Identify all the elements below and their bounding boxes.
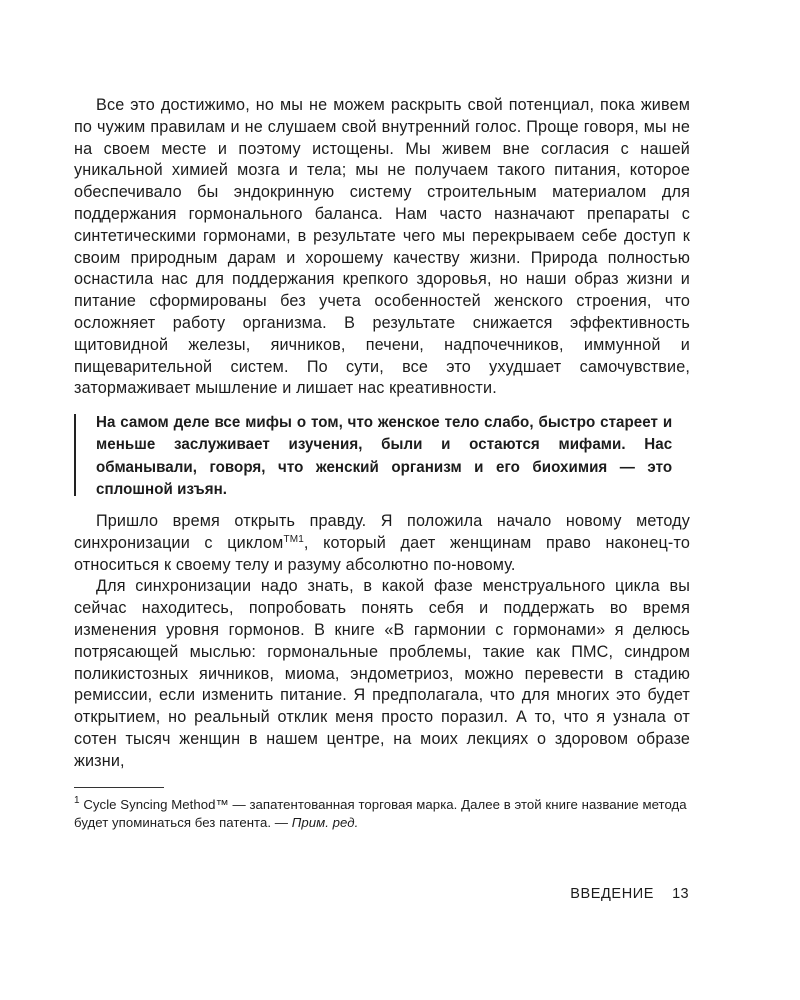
- body-paragraph-3: Для синхронизации надо знать, в какой фазе менструального цикла вы сейчас находитесь, попробовать понять себя и поддержать во время изменения уровня гормонов. В книге «В гармонии с гормонами» я делюсь потрясающей мыслью: гормональные проблемы, такие как ПМС, синдром поликистозных яичников, миома, эндометриоз, можно перевести в стадию ремиссии, если изменить питание. Я предполагала, что для многих это будет открытием, но реальный отклик меня просто поразил. А то, что я узнала от сотен тысяч женщин в нашем центре, на моих лекциях о здоровом образе жизни,: [74, 577, 690, 770]
- pull-quote-text: На самом деле все мифы о том, что женское тело слабо, быстро стареет и меньше заслуживает изучения, были и остаются мифами. Нас обманывали, говоря, что женский организм и его биохимия — это сплошной изъян.: [96, 414, 673, 498]
- footnote-text: Cycle Syncing Method™ — запатентованная торговая марка. Далее в этой книге название метода будет упоминаться без патента. —: [74, 796, 687, 830]
- paragraph-2-text: Пришло время открыть правду. Я положила начало новому методу синхронизации с циклом: [74, 511, 690, 552]
- footnote-marker: 1: [74, 794, 80, 806]
- running-footer: [570, 886, 689, 902]
- page-number: 13: [672, 886, 689, 902]
- pull-quote-bar: [74, 414, 76, 496]
- footnote: [74, 796, 690, 832]
- body-paragraph-2: [74, 511, 690, 576]
- footnote-reference: TM1: [283, 533, 304, 545]
- body-paragraph-1: Все это достижимо, но мы не можем раскрыть свой потенциал, пока живем по чужим правилам и не слушаем свой внутренний голос. Проще говоря, мы не на своем месте и поэтому истощены. Мы живем вне согласия с нашей уникальной химией мозга и тела; мы не получаем такого питания, которое обеспечивало бы эндокринную систему строительным материалом для поддержания гормонального баланса. Нам часто назначают препараты с синтетическими гормонами, в результате чего мы перекрываем себе доступ к своим природным дарам и хорошему качеству жизни. Природа полностью оснастила нас для поддержания крепкого здоровья, но наши образ жизни и питание сформированы без учета особенностей женского строения, что осложняет работу организма. В результате снижается эффективность щитовидной железы, яичников, печени, надпочечников, иммунной и пищеварительной систем. По сути, все это ухудшает самочувствие, затормаживает мышление и лишает нас креативности.: [74, 96, 690, 398]
- page-content: [74, 95, 690, 832]
- section-title: ВВЕДЕНИЕ: [570, 886, 655, 902]
- paragraph-2-continuation: , который дает женщинам право наконец-то относиться к своему телу и разуму абсолютно по-новому.: [74, 533, 690, 574]
- footnote-editor-note: Прим. ред.: [291, 814, 359, 830]
- pull-quote: [74, 412, 690, 501]
- footnote-divider: [74, 787, 164, 788]
